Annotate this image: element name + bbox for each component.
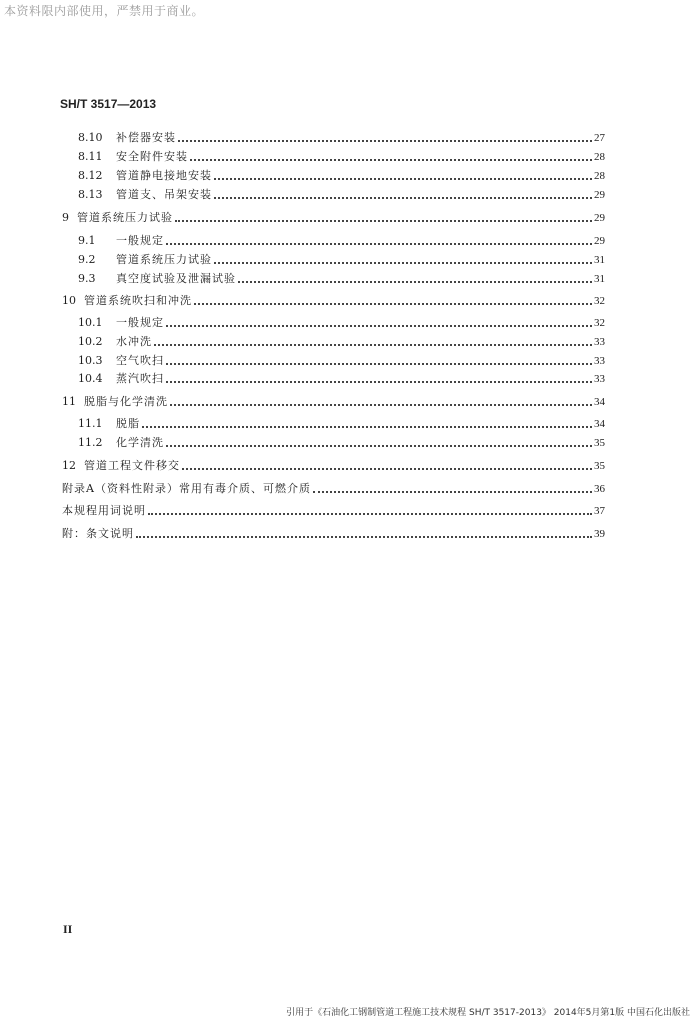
- toc-entry-title: 一般规定: [116, 234, 164, 247]
- toc-entry-title: 附：条文说明: [62, 527, 134, 540]
- page-number: II: [63, 922, 73, 936]
- toc-entry-number: 8.13: [78, 188, 103, 201]
- toc-entry-page: 34: [594, 396, 605, 408]
- toc-entry-page: 31: [594, 273, 605, 285]
- toc-entry-title: 脱脂与化学清洗: [84, 395, 168, 408]
- toc-entry[interactable]: [78, 149, 605, 165]
- toc-entry-title: 本规程用词说明: [62, 504, 146, 517]
- toc-entry-title: 管道工程文件移交: [84, 459, 180, 472]
- document-code: SH/T 3517—2013: [60, 97, 157, 111]
- toc-entry[interactable]: [62, 481, 605, 497]
- toc-entry-title: 安全附件安装: [116, 150, 188, 163]
- toc-entry-title: 真空度试验及泄漏试验: [116, 272, 236, 285]
- toc-entry-title: 管道支、吊架安装: [116, 188, 212, 201]
- toc-dot-leader: [178, 140, 592, 142]
- toc-entry-page: 31: [594, 254, 605, 266]
- toc-entry-page: 33: [594, 336, 605, 348]
- toc-entry-title: 管道静电接地安装: [116, 169, 212, 182]
- toc-entry-number: 8.12: [78, 169, 103, 182]
- toc-entry-number: 9: [62, 211, 69, 224]
- toc-entry[interactable]: [78, 187, 605, 203]
- toc-entry-page: 29: [594, 212, 605, 224]
- toc-entry[interactable]: [78, 130, 605, 146]
- toc-entry[interactable]: [78, 315, 605, 331]
- toc-entry-title: 蒸汽吹扫: [116, 372, 164, 385]
- toc-entry[interactable]: [62, 394, 605, 410]
- watermark-text: 本资料限内部使用，严禁用于商业。: [4, 4, 205, 18]
- toc-entry[interactable]: [78, 353, 605, 369]
- toc-entry-title: 附录A（资料性附录）常用有毒介质、可燃介质: [62, 482, 311, 495]
- toc-entry-title: 脱脂: [116, 417, 140, 430]
- toc-dot-leader: [175, 220, 592, 222]
- toc-entry-page: 33: [594, 373, 605, 385]
- toc-entry[interactable]: [78, 252, 605, 268]
- toc-entry-title: 补偿器安装: [116, 131, 176, 144]
- toc-entry-page: 29: [594, 235, 605, 247]
- toc-entry-title: 管道系统吹扫和冲洗: [84, 294, 192, 307]
- toc-entry-number: 9.1: [78, 234, 96, 247]
- toc-entry-page: 32: [594, 295, 605, 307]
- toc-entry-page: 34: [594, 418, 605, 430]
- toc-entry-title: 化学清洗: [116, 436, 164, 449]
- toc-entry-page: 36: [594, 483, 605, 495]
- toc-dot-leader: [136, 536, 592, 538]
- toc-entry-number: 10.1: [78, 316, 103, 329]
- toc-entry[interactable]: [62, 526, 605, 542]
- toc-entry-title: 水冲洗: [116, 335, 152, 348]
- toc-dot-leader: [166, 381, 592, 383]
- toc-dot-leader: [154, 344, 592, 346]
- toc-entry-number: 11.2: [78, 436, 103, 449]
- toc-entry-number: 10.3: [78, 354, 103, 367]
- toc-entry-number: 11: [62, 395, 76, 408]
- toc-entry[interactable]: [62, 210, 605, 226]
- toc-dot-leader: [182, 468, 592, 470]
- toc-entry[interactable]: [78, 233, 605, 249]
- toc-entry[interactable]: [62, 293, 605, 309]
- toc-entry-title: 管道系统压力试验: [77, 211, 173, 224]
- toc-entry[interactable]: [78, 435, 605, 451]
- toc-entry-page: 35: [594, 460, 605, 472]
- toc-dot-leader: [214, 197, 592, 199]
- toc-entry[interactable]: [78, 416, 605, 432]
- toc-entry-title: 一般规定: [116, 316, 164, 329]
- toc-entry-number: 11.1: [78, 417, 103, 430]
- toc-entry-page: 32: [594, 317, 605, 329]
- toc-entry[interactable]: [78, 334, 605, 350]
- toc-dot-leader: [166, 325, 592, 327]
- toc-entry[interactable]: [62, 458, 605, 474]
- toc-entry-page: 28: [594, 170, 605, 182]
- toc-entry-number: 8.10: [78, 131, 103, 144]
- toc-entry-number: 8.11: [78, 150, 103, 163]
- toc-dot-leader: [214, 178, 592, 180]
- toc-entry[interactable]: [78, 371, 605, 387]
- toc-entry-title: 空气吹扫: [116, 354, 164, 367]
- toc-dot-leader: [313, 491, 592, 493]
- toc-entry-page: 29: [594, 189, 605, 201]
- toc-entry-page: 39: [594, 528, 605, 540]
- toc-entry-page: 28: [594, 151, 605, 163]
- toc-entry[interactable]: [78, 168, 605, 184]
- toc-entry-number: 9.3: [78, 272, 96, 285]
- toc-entry-number: 9.2: [78, 253, 96, 266]
- toc-entry-page: 33: [594, 355, 605, 367]
- toc-dot-leader: [148, 513, 592, 515]
- toc-entry-page: 35: [594, 437, 605, 449]
- toc-dot-leader: [170, 404, 592, 406]
- footer-citation: 引用于《石油化工钢制管道工程施工技术规程 SH/T 3517-2013》 2014年5月第1版 中国石化出版社: [286, 1008, 690, 1018]
- toc-entry-number: 10.4: [78, 372, 103, 385]
- toc-entry-number: 10.2: [78, 335, 103, 348]
- toc-entry-title: 管道系统压力试验: [116, 253, 212, 266]
- toc-dot-leader: [142, 426, 592, 428]
- toc-dot-leader: [166, 243, 592, 245]
- toc-dot-leader: [214, 262, 592, 264]
- toc-entry[interactable]: [78, 271, 605, 287]
- toc-dot-leader: [194, 303, 592, 305]
- toc-dot-leader: [190, 159, 592, 161]
- toc-entry[interactable]: [62, 503, 605, 519]
- toc-entry-number: 10: [62, 294, 76, 307]
- toc-dot-leader: [238, 281, 592, 283]
- toc-entry-page: 27: [594, 132, 605, 144]
- toc-entry-number: 12: [62, 459, 76, 472]
- toc-dot-leader: [166, 363, 592, 365]
- toc-dot-leader: [166, 445, 592, 447]
- toc-entry-page: 37: [594, 505, 605, 517]
